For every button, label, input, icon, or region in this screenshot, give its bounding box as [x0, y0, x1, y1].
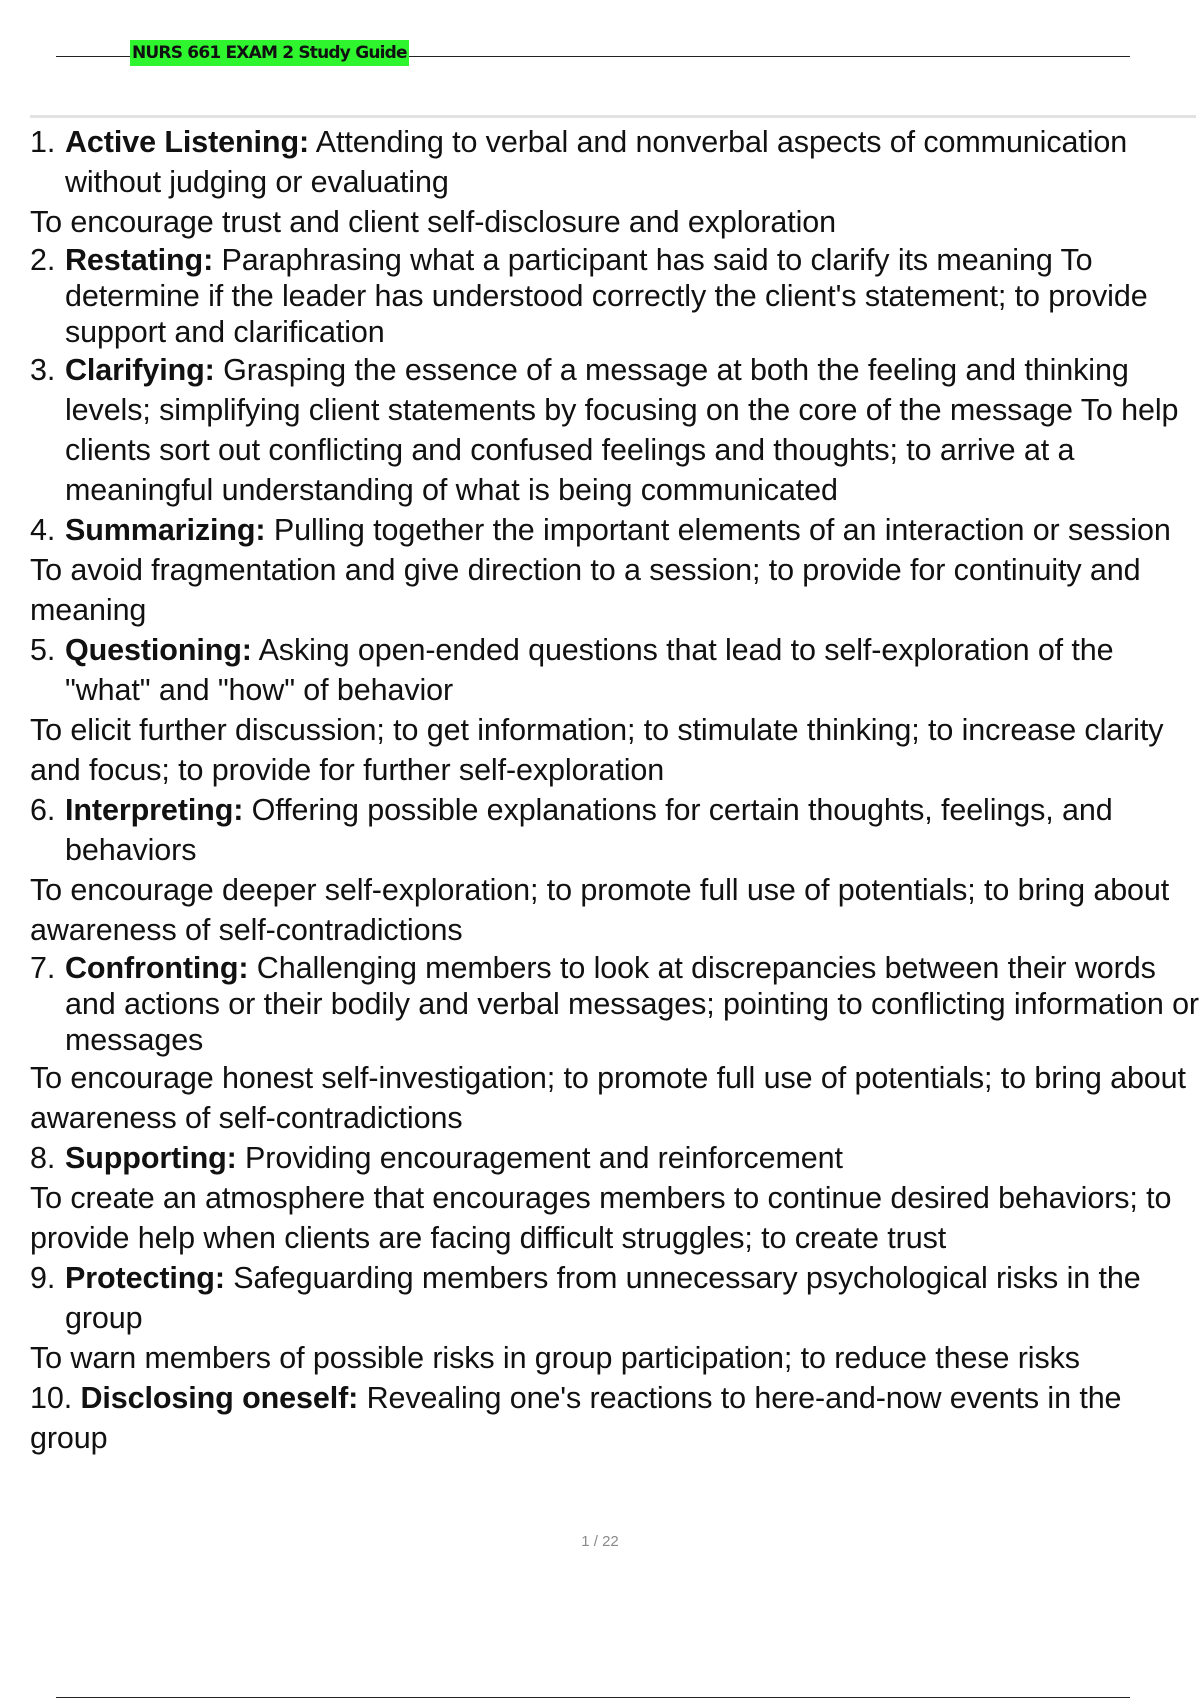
item-term: Supporting: — [65, 1141, 237, 1175]
item-number: 1. — [30, 125, 56, 159]
item-purpose: To avoid fragmentation and give direction to a session; to provide for continuity and meaning — [30, 553, 1141, 627]
footer-rule — [56, 1697, 1130, 1698]
item-number: 4. — [30, 513, 56, 547]
list-item — [30, 1378, 1200, 1458]
item-number: 7. — [30, 951, 56, 985]
item-definition: Safeguarding members from unnecessary psychological risks in the group — [65, 1261, 1141, 1335]
item-purpose: To encourage trust and client self-disclosure and exploration — [30, 205, 837, 239]
item-purpose: To create an atmosphere that encourages members to continue desired behaviors; to provide help when clients are facing difficult struggles; to create trust — [30, 1181, 1172, 1255]
item-number: 9. — [30, 1261, 56, 1295]
item-definition: Pulling together the important elements of an interaction or session — [265, 513, 1171, 547]
list-item — [30, 630, 1200, 710]
item-purpose: To encourage deeper self-exploration; to promote full use of potentials; to bring about awareness of self-contradictions — [30, 873, 1170, 947]
item-term: Protecting: — [65, 1261, 225, 1295]
item-term: Clarifying: — [65, 353, 215, 387]
item-definition: Asking open-ended questions that lead to self-exploration of the "what" and "how" of behavior — [65, 633, 1114, 707]
item-term: Disclosing oneself: — [80, 1381, 359, 1415]
item-number: 2. — [30, 243, 56, 277]
list-item — [30, 242, 1200, 350]
item-term: Questioning: — [65, 633, 252, 667]
document-title: NURS 661 EXAM 2 Study Guide — [130, 40, 409, 66]
top-divider — [30, 115, 1196, 118]
item-number: 10. — [30, 1381, 73, 1415]
list-item — [30, 510, 1200, 550]
page-indicator: 1 / 22 — [581, 1533, 619, 1550]
list-item — [30, 1138, 1200, 1178]
item-definition: Attending to verbal and nonverbal aspects of communication without judging or evaluating — [65, 125, 1128, 199]
item-purpose: To elicit further discussion; to get information; to stimulate thinking; to increase clarity and focus; to provide for further self-exploration — [30, 713, 1164, 787]
item-purpose: To warn members of possible risks in group participation; to reduce these risks — [30, 1341, 1080, 1375]
item-definition: Paraphrasing what a participant has said to clarify its meaning To determine if the leader has understood correctly the client's statement; to provide support and clarification — [65, 243, 1148, 349]
list-item — [30, 122, 1200, 202]
item-definition: Providing encouragement and reinforcement — [236, 1141, 843, 1175]
item-definition: Grasping the essence of a message at both the feeling and thinking levels; simplifying client statements by focusing on the core of the message To help clients sort out conflicting and confused feelings and thoughts; to arrive at a meaningful understanding of what is being communicated — [65, 353, 1179, 507]
item-term: Interpreting: — [65, 793, 244, 827]
list-item — [30, 950, 1200, 1058]
item-definition: Offering possible explanations for certain thoughts, feelings, and behaviors — [65, 793, 1113, 867]
list-item — [30, 790, 1200, 870]
item-number: 5. — [30, 633, 56, 667]
item-number: 3. — [30, 353, 56, 387]
item-term: Active Listening: — [65, 125, 310, 159]
study-guide-content — [30, 122, 1200, 1458]
item-definition: Challenging members to look at discrepancies between their words and actions or their bodily and verbal messages; pointing to conflicting information or messages — [65, 951, 1199, 1057]
item-purpose: To encourage honest self-investigation; to promote full use of potentials; to bring about awareness of self-contradictions — [30, 1061, 1186, 1135]
item-definition: Revealing one's reactions to here-and-now events in the group — [30, 1381, 1122, 1455]
list-item — [30, 1258, 1200, 1338]
item-number: 6. — [30, 793, 56, 827]
item-term: Summarizing: — [65, 513, 266, 547]
item-term: Confronting: — [65, 951, 249, 985]
list-item — [30, 350, 1200, 510]
item-number: 8. — [30, 1141, 56, 1175]
item-term: Restating: — [65, 243, 214, 277]
